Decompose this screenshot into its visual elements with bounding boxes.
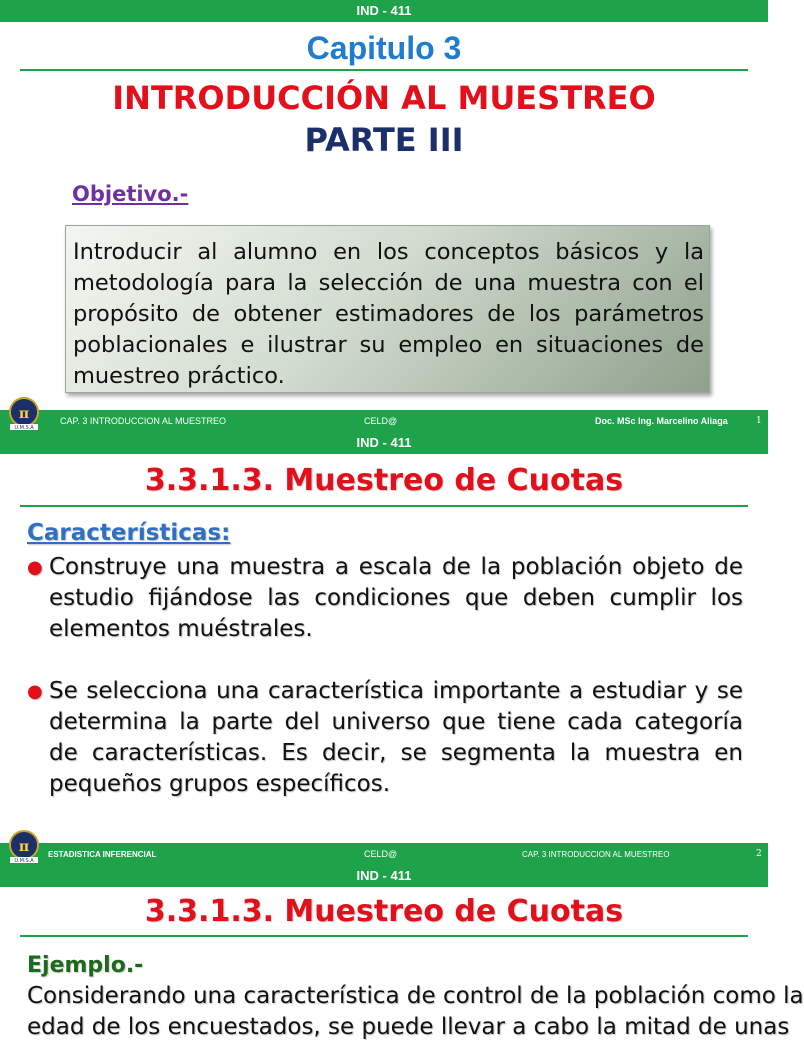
chapter-title: Capitulo 3 <box>306 30 462 66</box>
title-divider <box>20 505 748 507</box>
bullet-text: Se selecciona una característica importante a estudiar y se determina la parte del universo que tiene cada categoría de características. Es decir, se segmenta la muestra en pequeños grupos específicos. <box>49 678 743 797</box>
section-title: 3.3.1.3. Muestreo de Cuotas <box>144 894 624 929</box>
footer-center: CELD@ <box>364 849 398 859</box>
svg-text:U.M.S.A: U.M.S.A <box>14 858 34 864</box>
slide-2 <box>0 432 768 865</box>
svg-text:π: π <box>18 839 30 855</box>
slide-3 <box>0 865 804 1040</box>
footer-right: CAP. 3 INTRODUCCION AL MUESTREO <box>522 850 670 859</box>
umsa-logo-icon <box>8 829 40 863</box>
umsa-logo-icon <box>8 396 40 430</box>
footer-left: CAP. 3 INTRODUCCION AL MUESTREO <box>60 416 227 426</box>
objective-label: Objetivo.- <box>72 182 189 206</box>
page-number: 1 <box>756 416 762 426</box>
example-text-line: Considerando una característica de control de la población como la <box>27 983 804 1009</box>
bullet-dot-icon: ● <box>27 681 43 702</box>
objective-box <box>65 225 710 393</box>
section-title: 3.3.1.3. Muestreo de Cuotas <box>144 463 624 498</box>
footer-center: CELD@ <box>364 416 398 426</box>
bullet-item <box>27 676 743 800</box>
course-code-header: IND - 411 <box>0 432 768 454</box>
slide-1 <box>0 0 768 432</box>
characteristics-label: Características: <box>27 520 231 546</box>
page-number: 2 <box>756 849 762 859</box>
bullet-list <box>27 552 743 800</box>
example-text-line: edad de los encuestados, se puede llevar a cabo la mitad de unas <box>27 1014 790 1040</box>
example-text <box>27 981 804 1043</box>
part-title: PARTE III <box>304 121 464 159</box>
svg-text:π: π <box>18 406 30 422</box>
example-label: Ejemplo.- <box>27 953 144 978</box>
svg-text:U.M.S.A: U.M.S.A <box>14 425 34 431</box>
bullet-text: Construye una muestra a escala de la población objeto de estudio fijándose las condiciones que deben cumplir los elementos muéstrales. <box>49 554 743 642</box>
slide-footer <box>0 839 768 865</box>
footer-right: Doc. MSc Ing. Marcelino Aliaga <box>595 416 728 426</box>
footer-left: ESTADISTICA INFERENCIAL <box>48 850 157 859</box>
main-title: INTRODUCCIÓN AL MUESTREO <box>112 79 656 117</box>
slide-footer <box>0 406 768 432</box>
course-code-header: IND - 411 <box>0 0 768 22</box>
title-divider <box>20 935 748 937</box>
bullet-item <box>27 552 743 645</box>
objective-text: Introducir al alumno en los conceptos básicos y la metodología para la selección de una muestra con el propósito de obtener estimadores de los parámetros poblacionales e ilustrar su empleo en situaciones de muestreo práctico. <box>73 239 704 389</box>
title-divider <box>20 69 748 71</box>
bullet-dot-icon: ● <box>27 557 43 578</box>
course-code-header: IND - 411 <box>0 865 768 887</box>
